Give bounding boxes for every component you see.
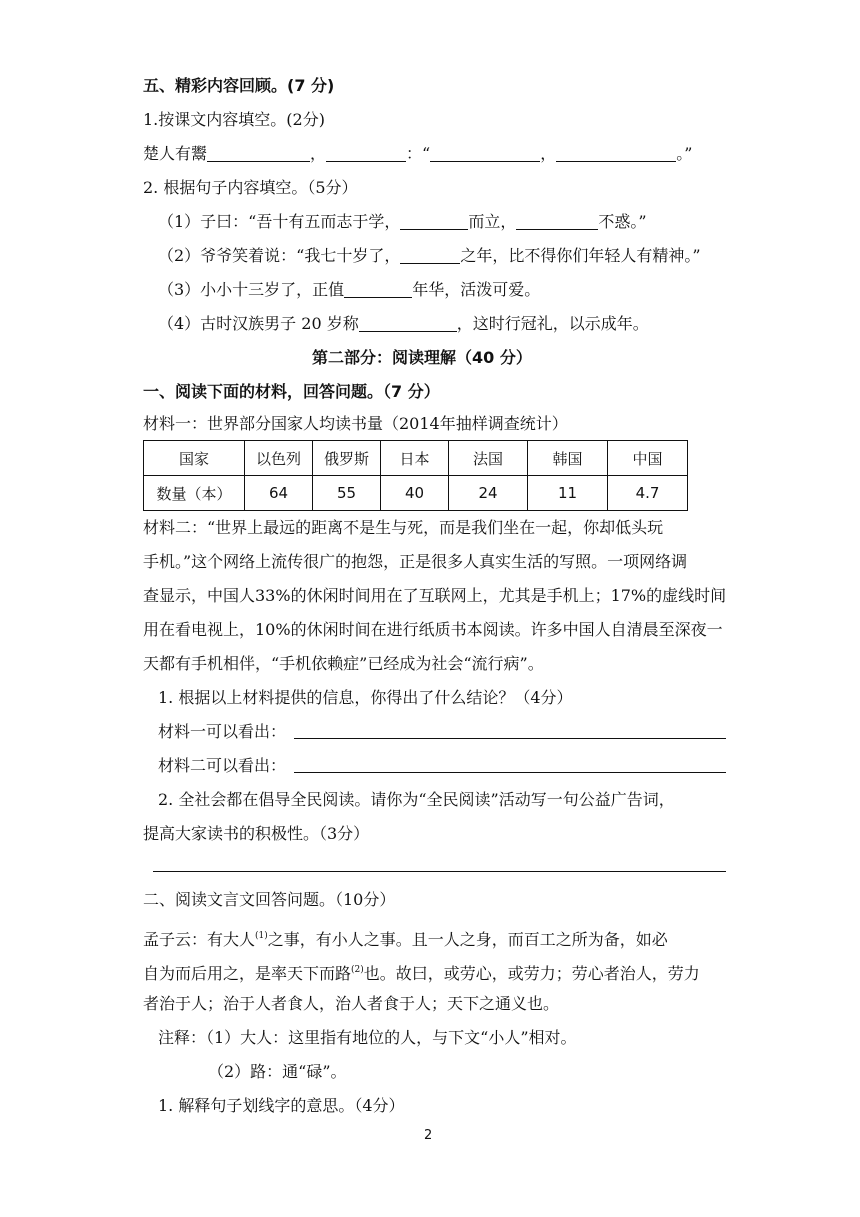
fill-text: 年华，活泼可爱。	[412, 280, 541, 299]
part2-title: 第二部分：阅读理解（40 分）	[312, 348, 532, 367]
classical-text-line	[143, 926, 668, 950]
fill-text: 而立，	[468, 212, 517, 231]
table-cell: 24	[449, 476, 528, 511]
section5-q2-s3	[158, 280, 540, 300]
reading-q2-line: 2. 全社会都在倡导全民阅读。请你为“全民阅读”活动写一句公益广告词，	[158, 790, 675, 809]
table-cell: 4.7	[608, 476, 688, 511]
answer-blank[interactable]	[430, 145, 540, 162]
table-header-cell: 以色列	[245, 441, 313, 476]
table-row	[144, 441, 688, 476]
answer-blank[interactable]	[326, 145, 406, 162]
reading-stats-table	[143, 440, 688, 511]
table-cell: 数量（本）	[144, 476, 245, 511]
table-header-cell: 法国	[449, 441, 528, 476]
table-header-cell: 国家	[144, 441, 245, 476]
material2-line: 查显示，中国人33%的休闲时间用在了互联网上，尤其是手机上；17%的虚线时间	[143, 586, 727, 605]
classical-q1: 1. 解释句子划线字的意思。（4分）	[158, 1096, 405, 1115]
table-cell: 40	[381, 476, 449, 511]
answer-blank[interactable]	[516, 213, 598, 230]
section5-title: 五、精彩内容回顾。(7 分)	[143, 76, 335, 95]
table-cell: 55	[313, 476, 381, 511]
material2-line: 手机。”这个网络上流传很广的抱怨，正是很多人真实生活的写照。一项网络调	[143, 552, 688, 571]
table-cell: 64	[245, 476, 313, 511]
section5-q1-fill	[143, 144, 692, 164]
text-span: 孟子云：有大人	[143, 930, 256, 949]
fill-text: 楚人有鬻	[143, 144, 208, 163]
answer-blank[interactable]	[207, 145, 310, 162]
answer-line[interactable]	[294, 738, 726, 739]
answer-blank[interactable]	[400, 213, 468, 230]
material2-line: 材料二：“世界上最远的距离不是生与死，而是我们坐在一起，你却低头玩	[143, 518, 664, 537]
answer-line[interactable]	[294, 772, 726, 773]
fill-sep: ，	[310, 144, 327, 163]
section5-q2-label: 2. 根据句子内容填空。（5分）	[143, 178, 358, 197]
fill-sep: ：“	[406, 144, 431, 163]
text-span: 之事，有小人之事。且一人之身，而百工之所为备，如必	[267, 930, 668, 949]
footnote: 注释：（1）大人：这里指有地位的人，与下文“小人”相对。	[158, 1028, 577, 1047]
fill-text: （4）古时汉族男子 20 岁称	[158, 314, 359, 333]
answer-line[interactable]	[153, 871, 726, 872]
reading-q1-a-label: 材料一可以看出：	[158, 722, 287, 741]
reading-q2-line: 提高大家读书的积极性。（3分）	[143, 824, 370, 843]
table-header-cell: 韩国	[528, 441, 608, 476]
fill-text: ，这时行冠礼，以示成年。	[456, 314, 649, 333]
section5-q2-s2	[158, 246, 701, 266]
footnote: （2）路：通“碌”。	[208, 1062, 347, 1081]
reading-section1-title: 一、阅读下面的材料，回答问题。（7 分）	[143, 382, 440, 401]
fill-text: （3）小小十三岁了，正值	[158, 280, 345, 299]
footnote-mark: (1)	[255, 931, 268, 941]
table-row	[144, 476, 688, 511]
classical-text-line	[143, 960, 700, 984]
footnote-mark: (2)	[351, 965, 364, 975]
fill-text: 不惑。”	[598, 212, 647, 231]
table-header-cell: 中国	[608, 441, 688, 476]
answer-blank[interactable]	[359, 315, 457, 332]
answer-blank[interactable]	[556, 145, 676, 162]
fill-sep: ，	[540, 144, 557, 163]
answer-blank[interactable]	[344, 281, 412, 298]
reading-section2-title: 二、阅读文言文回答问题。（10分）	[143, 890, 396, 909]
section5-q2-s1	[158, 212, 647, 232]
reading-q1: 1. 根据以上材料提供的信息，你得出了什么结论？（4分）	[158, 688, 573, 707]
section5-q2-s4	[158, 314, 649, 334]
fill-sep: 。”	[676, 144, 693, 163]
section5-q1-label: 1.按课文内容填空。(2分)	[143, 110, 325, 129]
table-header-cell: 俄罗斯	[313, 441, 381, 476]
material1-title: 材料一：世界部分国家人均读书量（2014年抽样调查统计）	[143, 414, 568, 433]
table-header-cell: 日本	[381, 441, 449, 476]
reading-q1-b-label: 材料二可以看出：	[158, 756, 287, 775]
fill-text: （1）子曰：“吾十有五而志于学，	[158, 212, 401, 231]
classical-text-line: 者治于人；治于人者食人，治人者食于人；天下之通义也。	[143, 994, 560, 1013]
fill-text: 之年，比不得你们年轻人有精神。”	[460, 246, 701, 265]
table-cell: 11	[528, 476, 608, 511]
answer-blank[interactable]	[400, 247, 460, 264]
material2-line: 天都有手机相伴，“手机依赖症”已经成为社会“流行病”。	[143, 654, 544, 673]
text-span: 自为而后用之，是率天下而路	[143, 964, 352, 983]
material2-line: 用在看电视上，10%的休闲时间在进行纸质书本阅读。许多中国人自清晨至深夜一	[143, 620, 723, 639]
text-span: 也。故曰，或劳心，或劳力；劳心者治人，劳力	[363, 964, 700, 983]
page-number: 2	[424, 1128, 433, 1143]
fill-text: （2）爷爷笑着说：“我七十岁了，	[158, 246, 401, 265]
